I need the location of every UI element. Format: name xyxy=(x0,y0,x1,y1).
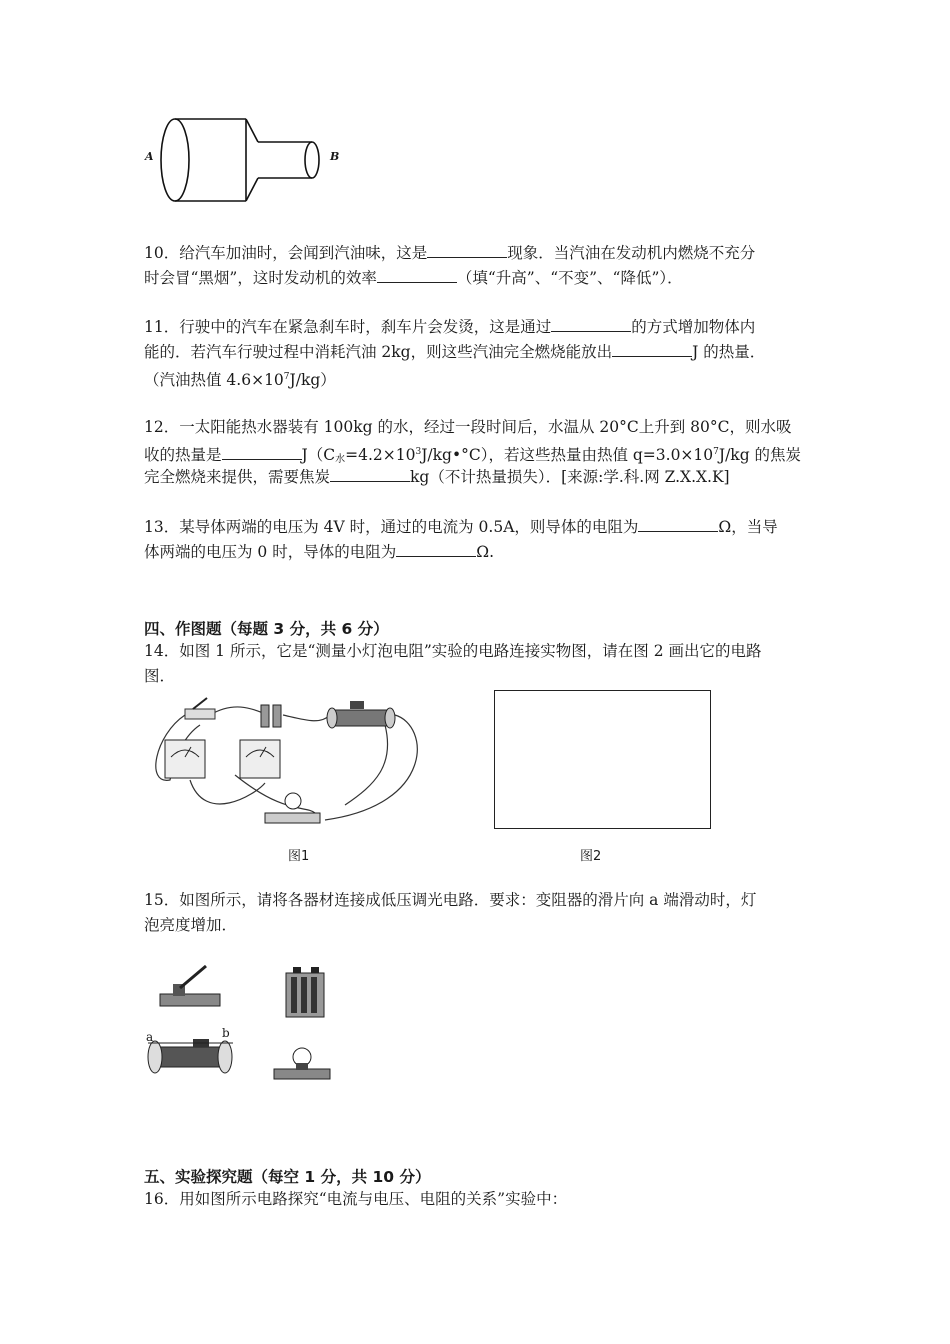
q13-text: Ω，当导 xyxy=(718,518,778,536)
q15-rheostat xyxy=(143,1035,238,1085)
q10-text: 时会冒“黑烟”，这时发动机的效率 xyxy=(144,269,377,287)
q10-line1 xyxy=(144,243,755,263)
q10-text: （填“升高”、“不变”、“降低”）． xyxy=(456,269,683,287)
q12-text: 12．一太阳能热水器装有 100kg 的水，经过一段时间后，水温从 20°C上升到 80°C，则水吸 xyxy=(144,418,792,436)
q14-line2 xyxy=(144,666,175,686)
q14-text: 14．如图 1 所示，它是“测量小灯泡电阻”实验的电路连接实物图，请在图 2 画出它的电路 xyxy=(144,642,762,660)
q12-line3 xyxy=(144,467,730,487)
ammeter-icon xyxy=(165,740,205,778)
q10-text: 现象．当汽油在发动机内燃烧不充分 xyxy=(507,244,756,262)
q16-line1 xyxy=(144,1189,567,1209)
q10-blank-2[interactable] xyxy=(377,268,457,283)
q12-sup: 7 xyxy=(713,447,719,457)
q11-sup: 7 xyxy=(283,372,290,382)
q11-line3 xyxy=(144,367,336,390)
q11-line1 xyxy=(144,317,755,337)
figure-2-caption: 图2 xyxy=(580,849,602,864)
q12-blank-1[interactable] xyxy=(222,445,302,460)
section-5-title: 五、实验探究题（每空 1 分，共 10 分） xyxy=(144,1168,431,1186)
q15-line1 xyxy=(144,890,756,910)
circuit-photo-figure xyxy=(145,695,430,835)
q11-text: J/kg） xyxy=(289,371,336,389)
q14-text: 图． xyxy=(144,667,176,685)
q12-text: 完全燃烧来提供，需要焦炭 xyxy=(144,468,331,486)
voltmeter-icon xyxy=(240,740,280,778)
q11-text: 的方式增加物体内 xyxy=(631,318,756,336)
q10-text: 10．给汽车加油时，会闻到汽油味，这是 xyxy=(144,244,428,262)
q11-text: 能的．若汽车行驶过程中消耗汽油 2kg，则这些汽油完全燃烧能放出 xyxy=(144,343,613,361)
rheostat-label-b: b xyxy=(222,1026,230,1040)
q11-blank-1[interactable] xyxy=(551,317,631,332)
figure-2-box xyxy=(494,690,711,829)
battery-icon xyxy=(261,705,281,727)
cylinder-figure xyxy=(140,112,340,212)
q13-text: 13．某导体两端的电压为 4V 时，通过的电流为 0.5A，则导体的电阻为 xyxy=(144,518,639,536)
q15-switch xyxy=(158,962,223,1012)
q11-blank-2[interactable] xyxy=(612,342,692,357)
q11-text: 11．行驶中的汽车在紧急刹车时，刹车片会发烫，这是通过 xyxy=(144,318,552,336)
q15-text: 15．如图所示，请将各器材连接成低压调光电路．要求：变阻器的滑片向 a 端滑动时，灯 xyxy=(144,891,757,909)
q14-line1 xyxy=(144,641,762,661)
q11-text: （汽油热值 4.6×10 xyxy=(144,371,284,389)
switch-icon xyxy=(185,698,215,719)
q13-line1 xyxy=(144,517,778,537)
q12-blank-2[interactable] xyxy=(330,467,410,482)
q11-line2 xyxy=(144,342,765,362)
label-b: B xyxy=(330,150,340,163)
q12-sup: 3 xyxy=(415,447,422,457)
q11-text: J 的热量． xyxy=(692,343,766,361)
label-a: A xyxy=(145,150,154,163)
q12-text: kg（不计热量损失）．[来源:学.科.网 Z.X.X.K] xyxy=(410,468,730,486)
q15-text: 泡亮度增加． xyxy=(144,916,238,934)
q12-text: J（C xyxy=(301,446,336,464)
q15-line2 xyxy=(144,915,237,935)
q16-text: 16．用如图所示电路探究“电流与电压、电阻的关系”实验中： xyxy=(144,1190,568,1208)
q12-text: J/kg 的焦炭 xyxy=(718,446,802,464)
q13-text: Ω. xyxy=(476,543,494,561)
q12-text: =4.2×10 xyxy=(345,446,416,464)
rheostat-icon xyxy=(327,701,395,728)
rheostat-label-a: a xyxy=(146,1030,154,1044)
figure-1-caption: 图1 xyxy=(288,849,310,864)
section-4-title: 四、作图题（每题 3 分，共 6 分） xyxy=(144,620,389,638)
q12-sub: 水 xyxy=(335,454,346,465)
q10-blank-1[interactable] xyxy=(427,243,507,258)
q12-text: 收的热量是 xyxy=(144,446,222,464)
lamp-icon xyxy=(265,793,320,823)
q15-lamp xyxy=(272,1043,332,1083)
q12-text: J/kg•°C），若这些热量由热值 q=3.0×10 xyxy=(421,446,714,464)
q13-blank-1[interactable] xyxy=(638,517,718,532)
q13-blank-2[interactable] xyxy=(396,542,476,557)
q13-line2 xyxy=(144,542,494,562)
q12-line1 xyxy=(144,417,792,437)
q15-battery xyxy=(283,965,328,1020)
q10-line2 xyxy=(144,268,683,288)
q12-line2 xyxy=(144,442,801,470)
q13-text: 体两端的电压为 0 时，导体的电阻为 xyxy=(144,543,397,561)
